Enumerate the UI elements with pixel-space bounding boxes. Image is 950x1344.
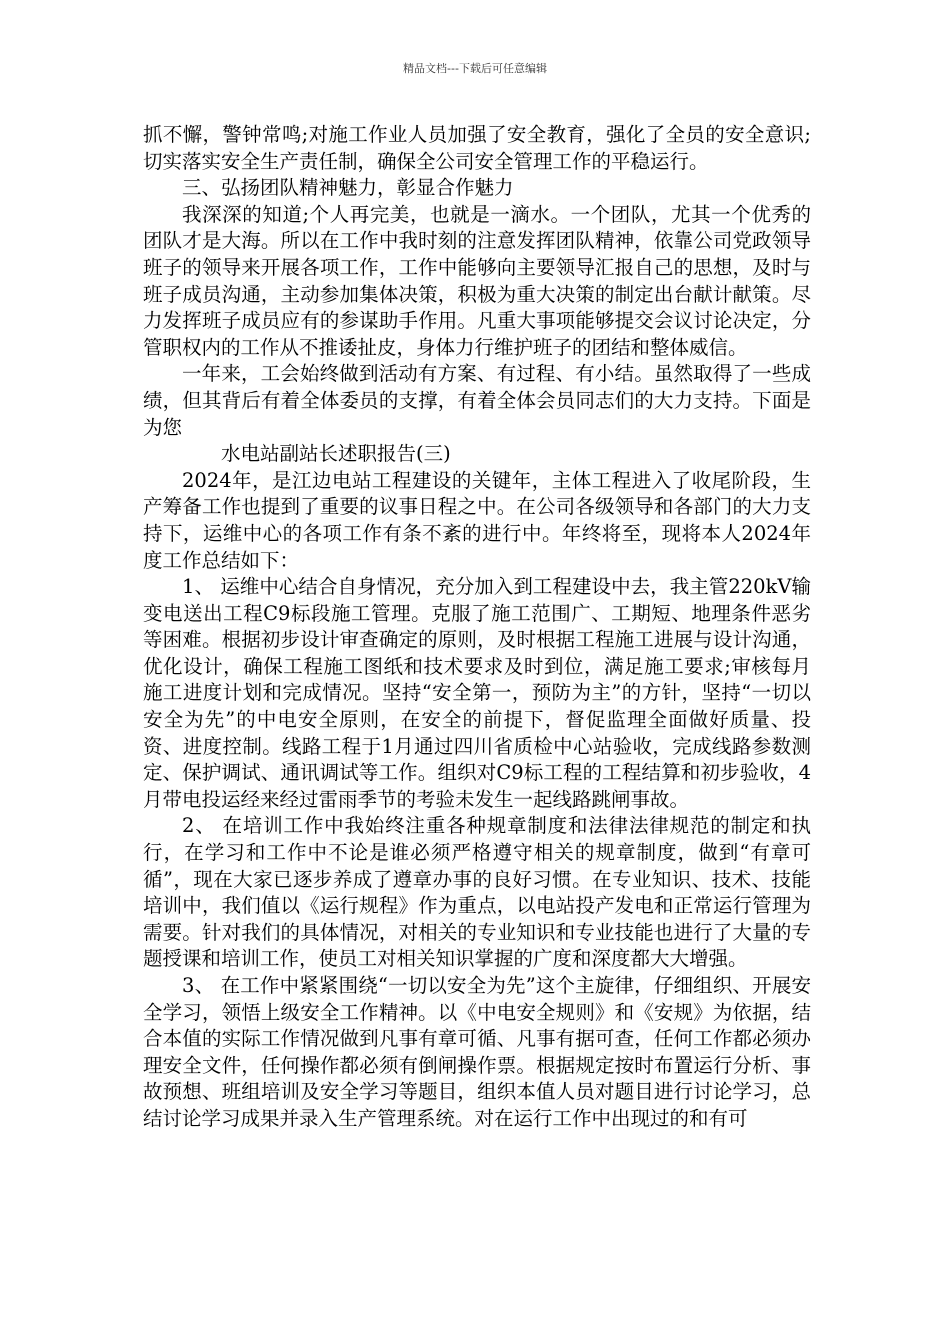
document-body xyxy=(143,122,811,1133)
paragraph-item-3: 3、 在工作中紧紧围绕“一切以安全为先”这个主旋律，仔细组织、开展安全学习，领悟上级安全工作精神。以《中电安全规则》和《安规》为依据，结合本值的实际工作情况做到凡事有章可循、凡事有据可查，任何工作都必须办理安全文件，任何操作都必须有倒闸操作票。根据规定按时布置运行分析、事故预想、班组培训及安全学习等题目，组织本值人员对题目进行讨论学习，总结讨论学习成果并录入生产管理系统。对在运行工作中出现过的和有可 xyxy=(143,974,811,1130)
paragraph-intro-2024: 2024年，是江边电站工程建设的关键年，主体工程进入了收尾阶段，生产筹备工作也提到了重要的议事日程之中。在公司各级领导和各部门的大力支持下，运维中心的各项工作有条不紊的进行中。年终将至，现将本人2024年度工作总结如下： xyxy=(143,468,811,572)
paragraph-item-1: 1、 运维中心结合自身情况，充分加入到工程建设中去，我主管220kV输变电送出工程C9标段施工管理。克服了施工范围广、工期短、地理条件恶劣等困难。根据初步设计审查确定的原则，及时根据工程施工进展与设计沟通，优化设计，确保工程施工图纸和技术要求及时到位，满足施工要求;审核每月施工进度计划和完成情况。坚持“安全第一，预防为主”的方针，坚持“一切以安全为先”的中电安全原则，在安全的前提下，督促监理全面做好质量、投资、进度控制。线路工程于1月通过四川省质检中心站验收，完成线路参数测定、保护调试、通讯调试等工作。组织对C9标工程的工程结算和初步验收，4月带电投运经来经过雷雨季节的考验未发生一起线路跳闸事故。 xyxy=(143,575,811,811)
paragraph-item-2: 2、 在培训工作中我始终注重各种规章制度和法律法律规范的制定和执行，在学习和工作中不论是谁必须严格遵守相关的规章制度，做到“有章可循”，现在大家已逐步养成了遵章办事的良好习惯。在专业知识、技术、技能培训中，我们值以《运行规程》作为重点，以电站投产发电和正常运行管理为需要。针对我们的具体情况，对相关的专业知识和专业技能也进行了大量的专题授课和培训工作，使员工对相关知识掌握的广度和深度都大大增强。 xyxy=(143,814,811,971)
paragraph-team-spirit: 我深深的知道;个人再完美，也就是一滴水。一个团队，尤其一个优秀的团队才是大海。所以在工作中我时刻的注意发挥团队精神，依靠公司党政领导班子的领导来开展各项工作，工作中能够向主要领导汇报自己的思想，及时与班子成员沟通，主动参加集体决策，积极为重大决策的制定出台献计献策。尽力发挥班子成员应有的参谋助手作用。凡重大事项能够提交会议讨论决定，分管职权内的工作从不推诿扯皮，身体力行维护班子的团结和整体威信。 xyxy=(143,202,811,359)
section-heading: 三、弘扬团队精神魅力，彰显合作魅力 xyxy=(182,176,514,200)
paragraph-union-summary: 一年来，工会始终做到活动有方案、有过程、有小结。虽然取得了一些成绩，但其背后有着全体委员的支撑，有着全体会员同志们的大力支持。下面是为您 xyxy=(143,362,811,439)
page-header: 精品文档---下载后可任意编辑 xyxy=(403,62,547,75)
paragraph-continuation: 抓不懈，警钟常鸣;对施工作业人员加强了安全教育，强化了全员的安全意识;切实落实安全生产责任制，确保全公司安全管理工作的平稳运行。 xyxy=(143,123,811,173)
report-subtitle: 水电站副站长述职报告(三) xyxy=(221,442,451,466)
